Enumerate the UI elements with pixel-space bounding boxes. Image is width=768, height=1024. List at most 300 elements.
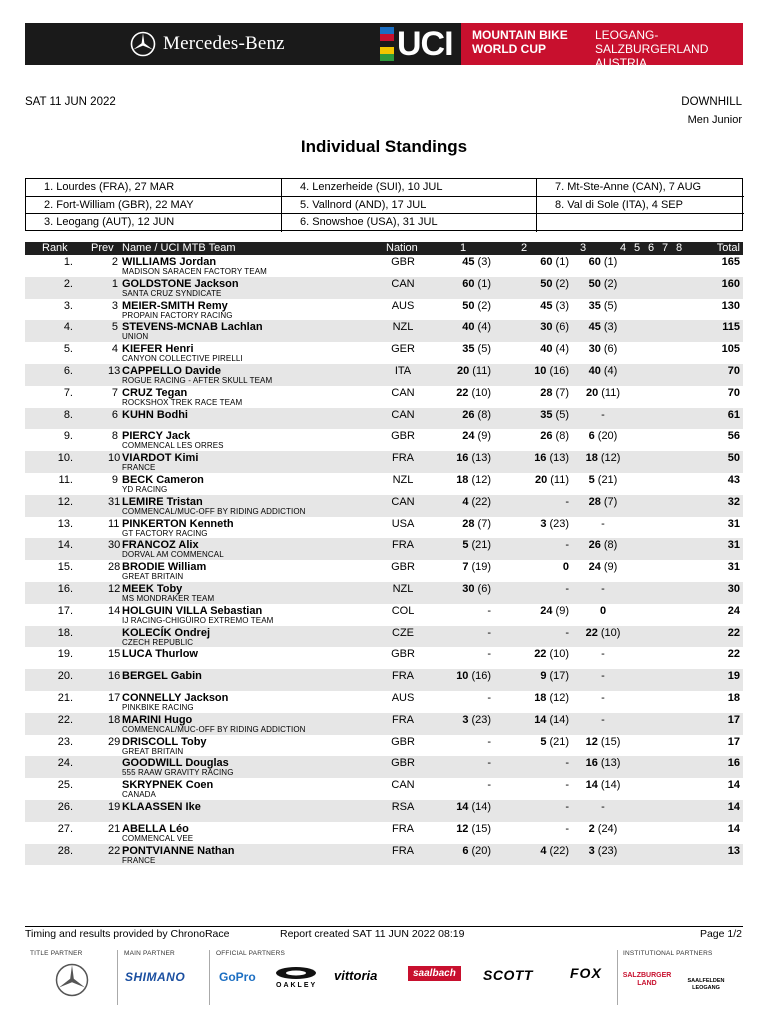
round-1-cell — [431, 387, 491, 399]
round-points: 20 — [535, 474, 548, 486]
round-points: 10 — [534, 365, 547, 377]
rank-cell: 1. — [63, 256, 73, 268]
round-position: (15) — [471, 822, 491, 835]
round-points: 16 — [585, 757, 598, 770]
venue-title — [595, 28, 743, 70]
prev-rank-cell: 10 — [108, 452, 121, 465]
round-position: (11) — [550, 474, 569, 486]
round-3-cell — [573, 801, 633, 813]
round-3-cell — [573, 300, 633, 312]
round-cell: 8. Val di Sole (ITA), 4 SEP — [537, 197, 744, 215]
round-position: (16) — [549, 365, 569, 377]
nation-cell: USA — [391, 517, 415, 530]
team-name: ROGUE RACING - AFTER SKULL TEAM — [122, 376, 273, 385]
partner-divider — [117, 950, 118, 1005]
round-2-cell — [509, 823, 569, 835]
round-points: 3 — [462, 713, 469, 726]
round-position: (22) — [471, 495, 491, 508]
round-points: 20 — [457, 365, 470, 377]
uci-rainbow-stripe — [380, 27, 394, 61]
total-points: 130 — [721, 299, 740, 312]
round-1-cell — [431, 518, 491, 530]
team-name: FRANCE — [122, 855, 156, 865]
table-row — [25, 778, 743, 800]
table-row — [25, 626, 743, 648]
total-points: 24 — [727, 604, 740, 617]
round-3-cell — [573, 605, 633, 617]
round-position: (5) — [555, 408, 569, 421]
round-points: 24 — [588, 561, 601, 574]
round-points: 14 — [534, 713, 547, 726]
round-2-cell — [509, 256, 569, 268]
prev-rank-cell: 9 — [111, 474, 118, 486]
rider-name: KUHN Bodhi — [122, 408, 188, 421]
round-points: 35 — [588, 299, 601, 312]
rank-cell: 18. — [57, 626, 73, 639]
nation-cell: AUS — [391, 299, 415, 312]
series-line2: WORLD CUP — [472, 42, 546, 56]
round-3-cell — [573, 496, 633, 508]
round-3-cell — [573, 670, 633, 682]
round-position: (6) — [477, 583, 491, 595]
round-3-cell — [573, 518, 633, 530]
nation-cell: CZE — [392, 626, 414, 639]
round-3-cell — [573, 430, 633, 442]
rider-name: BRODIE William — [122, 561, 207, 574]
nation-cell: NZL — [392, 583, 414, 595]
round-2-cell — [509, 365, 569, 377]
round-position: (20) — [471, 844, 491, 857]
round-points: - — [487, 757, 491, 770]
total-points: 30 — [727, 583, 740, 595]
total-points: 56 — [727, 430, 740, 443]
round-points: 5 — [540, 735, 547, 748]
prev-rank-cell: 30 — [108, 539, 121, 552]
round-points: - — [601, 713, 605, 726]
round-position: (15) — [600, 735, 621, 748]
round-2-cell — [509, 714, 569, 726]
total-points: 70 — [727, 365, 740, 377]
round-position: (2) — [555, 277, 569, 290]
round-points: 3 — [588, 844, 595, 857]
header-round-8: 8 — [676, 242, 683, 254]
round-position: (12) — [471, 474, 491, 486]
round-3-cell — [573, 474, 633, 486]
round-position: (7) — [477, 517, 491, 530]
round-3-cell — [573, 387, 633, 399]
round-1-cell — [431, 801, 491, 813]
header-round-5: 5 — [634, 242, 641, 254]
round-position: (4) — [603, 365, 618, 377]
round-points: 10 — [456, 670, 469, 683]
round-points: 60 — [462, 277, 475, 290]
round-points: - — [565, 779, 569, 792]
rank-cell: 16. — [57, 583, 73, 595]
round-1-cell — [431, 736, 491, 748]
round-points: 0 — [599, 604, 607, 617]
round-3-cell — [573, 278, 633, 290]
round-position: (20) — [597, 430, 618, 443]
uci-logo: UCI — [397, 25, 453, 63]
round-position: (9) — [555, 604, 569, 617]
nation-cell: ITA — [394, 365, 412, 377]
rider-name: SKRYPNEK Coen — [122, 779, 214, 792]
round-cell: 6. Snowshoe (USA), 31 JUL — [282, 214, 537, 232]
round-position: (13) — [549, 452, 569, 465]
round-position: (10) — [549, 648, 569, 661]
round-position: (14) — [471, 801, 491, 813]
rider-name: KIEFER Henri — [122, 343, 194, 356]
saalfelden-leogang-logo: SAALFELDEN LEOGANG — [687, 978, 725, 991]
round-2-cell — [509, 845, 569, 857]
team-name: UNION — [122, 332, 149, 342]
round-points: 50 — [588, 277, 601, 290]
round-cell: 7. Mt-Ste-Anne (CAN), 7 AUG — [537, 179, 744, 197]
round-points: 22 — [534, 648, 547, 661]
rider-name: KOLECÍK Ondrej — [122, 626, 211, 639]
round-points: 0 — [562, 561, 569, 574]
nation-cell: FRA — [392, 539, 414, 552]
total-points: 105 — [721, 343, 740, 356]
prev-rank-cell: 17 — [108, 692, 121, 704]
round-1-cell — [431, 256, 491, 268]
nation-cell: NZL — [392, 321, 414, 334]
round-2-cell — [509, 605, 569, 617]
prev-rank-cell: 15 — [108, 648, 121, 661]
team-name: COMMENCAL/MUC-OFF BY RIDING ADDICTION — [122, 506, 306, 516]
round-cell: 2. Fort-William (GBR), 22 MAY — [26, 197, 282, 215]
round-position: (17) — [549, 670, 569, 683]
round-3-cell — [573, 823, 633, 835]
total-points: 31 — [727, 539, 740, 552]
saalbach-logo: saalbach — [408, 966, 461, 981]
nation-cell: GBR — [391, 561, 415, 574]
table-row — [25, 342, 743, 364]
table-row — [25, 756, 743, 778]
round-2-cell — [509, 343, 569, 355]
team-name: CANADA — [122, 790, 156, 800]
round-position: (7) — [603, 495, 618, 508]
rank-cell: 8. — [63, 408, 73, 421]
prev-rank-cell: 18 — [108, 713, 121, 726]
round-position: (8) — [477, 408, 491, 421]
nation-cell: CAN — [391, 495, 415, 508]
mercedes-star-icon — [55, 963, 89, 997]
total-points: 14 — [727, 801, 740, 813]
prev-rank-cell: 4 — [111, 343, 118, 356]
round-position: (4) — [477, 321, 491, 334]
round-1-cell — [431, 321, 491, 333]
rider-name: GOLDSTONE Jackson — [122, 277, 239, 290]
round-position: (22) — [549, 844, 569, 857]
rank-cell: 15. — [57, 561, 73, 574]
round-2-cell — [509, 583, 569, 595]
round-2-cell — [509, 801, 569, 813]
team-name: PINKBIKE RACING — [122, 703, 194, 712]
prev-rank-cell: 28 — [108, 561, 121, 574]
round-points: - — [601, 648, 605, 661]
round-points: 18 — [585, 452, 598, 465]
title-partner-label: TITLE PARTNER — [30, 950, 83, 957]
salzburgerland-logo: SALZBURGER LAND — [622, 972, 672, 987]
round-points: 18 — [534, 692, 547, 704]
round-1-cell — [431, 627, 491, 639]
round-points: 30 — [462, 583, 475, 595]
round-points: 28 — [588, 495, 601, 508]
round-1-cell — [431, 430, 491, 442]
rank-cell: 23. — [57, 735, 73, 748]
prev-rank-cell: 14 — [108, 604, 121, 617]
oakley-ellipse-icon — [274, 966, 318, 980]
round-position: (3) — [555, 299, 569, 312]
main-partner-label: MAIN PARTNER — [124, 950, 175, 957]
round-3-cell — [573, 845, 633, 857]
round-1-cell — [431, 823, 491, 835]
header-round-7: 7 — [662, 242, 669, 254]
nation-cell: GER — [391, 343, 415, 356]
round-1-cell — [431, 561, 491, 573]
world-cup-panel — [461, 23, 743, 70]
round-position: (23) — [549, 517, 569, 530]
round-3-cell — [573, 365, 633, 377]
rider-name: CRUZ Tegan — [122, 386, 188, 399]
round-3-cell — [573, 321, 633, 333]
table-row — [25, 386, 743, 408]
round-position: (2) — [603, 277, 618, 290]
prev-rank-cell: 22 — [108, 844, 121, 857]
round-position: (8) — [555, 430, 569, 443]
round-3-cell — [573, 736, 633, 748]
nation-cell: COL — [391, 604, 415, 617]
prev-rank-cell: 13 — [108, 365, 121, 377]
round-position: (12) — [600, 452, 621, 465]
round-position: (3) — [603, 321, 618, 334]
total-points: 32 — [727, 495, 740, 508]
prev-rank-cell: 1 — [111, 277, 118, 290]
round-points: 45 — [462, 256, 475, 268]
total-points: 160 — [721, 277, 740, 290]
official-partners-label: OFFICIAL PARTNERS — [216, 950, 286, 957]
round-points: - — [601, 670, 605, 683]
team-name: CZECH REPUBLIC — [122, 637, 194, 647]
rider-name: STEVENS-MCNAB Lachlan — [122, 321, 263, 334]
nation-cell: FRA — [392, 822, 414, 835]
round-1-cell — [431, 496, 491, 508]
round-cell: 1. Lourdes (FRA), 27 MAR — [26, 179, 282, 197]
team-name: IJ RACING-CHIGÜIRO EXTREMO TEAM — [122, 615, 274, 625]
round-2-cell — [509, 409, 569, 421]
round-position: (21) — [597, 474, 618, 486]
venue-line2: AUSTRIA — [595, 56, 648, 70]
round-position: (8) — [603, 539, 618, 552]
total-points: 115 — [722, 321, 740, 334]
header-round-2: 2 — [521, 242, 528, 254]
rider-name: LEMIRE Tristan — [122, 495, 203, 508]
table-row — [25, 844, 743, 866]
round-3-cell — [573, 692, 633, 704]
round-points: - — [487, 648, 491, 661]
round-position: (6) — [555, 321, 569, 334]
table-row — [25, 408, 743, 430]
round-points: - — [601, 408, 605, 421]
round-position: (10) — [471, 386, 491, 399]
team-name: GT FACTORY RACING — [122, 528, 208, 538]
oakley-logo: OAKLEY — [276, 982, 318, 989]
round-points: 45 — [540, 299, 553, 312]
round-position: (11) — [601, 386, 620, 399]
nation-cell: CAN — [391, 779, 415, 792]
prev-rank-cell: 3 — [111, 299, 118, 312]
nation-cell: GBR — [391, 648, 415, 661]
round-points: 60 — [540, 256, 553, 268]
discipline: DOWNHILL — [681, 96, 742, 108]
nation-cell: FRA — [392, 670, 414, 683]
team-name: PROPAIN FACTORY RACING — [122, 310, 233, 320]
rider-name: ABELLA Léo — [122, 822, 189, 835]
nation-cell: AUS — [391, 692, 415, 704]
table-row — [25, 560, 743, 582]
round-1-cell — [431, 605, 491, 617]
team-name: ROCKSHOX TREK RACE TEAM — [122, 397, 243, 407]
prev-rank-cell: 2 — [111, 256, 118, 268]
event-date: SAT 11 JUN 2022 — [25, 96, 116, 108]
round-points: 22 — [456, 386, 469, 399]
round-position: (23) — [471, 713, 491, 726]
round-position: (16) — [471, 670, 491, 683]
round-1-cell — [431, 670, 491, 682]
round-1-cell — [431, 409, 491, 421]
round-2-cell — [509, 518, 569, 530]
page-title: Individual Standings — [300, 137, 468, 156]
total-points: 17 — [727, 713, 740, 726]
round-position: (21) — [549, 735, 569, 748]
category: Men Junior — [687, 114, 742, 126]
round-2-cell — [509, 452, 569, 464]
team-name: SANTA CRUZ SYNDICATE — [122, 288, 222, 298]
table-row — [25, 517, 743, 539]
nation-cell: CAN — [391, 408, 415, 421]
table-row — [25, 800, 743, 822]
table-row — [25, 495, 743, 517]
nation-cell: NZL — [392, 474, 414, 486]
round-points: - — [601, 583, 605, 595]
round-3-cell — [573, 452, 633, 464]
round-position: (24) — [597, 822, 618, 835]
round-position: (21) — [471, 539, 491, 552]
nation-cell: FRA — [392, 844, 414, 857]
round-1-cell — [431, 583, 491, 595]
round-points: - — [565, 626, 569, 639]
rider-name: DRISCOLL Toby — [122, 735, 207, 748]
round-position: (12) — [549, 692, 569, 704]
header-round-4: 4 — [620, 242, 627, 254]
round-points: 5 — [462, 539, 469, 552]
header-total: Total — [716, 242, 740, 254]
team-name: GREAT BRITAIN — [122, 746, 184, 756]
round-points: - — [565, 822, 569, 835]
round-2-cell — [509, 300, 569, 312]
round-position: (3) — [477, 256, 491, 268]
round-position: (7) — [555, 386, 569, 399]
series-title — [472, 28, 568, 56]
round-position: (1) — [603, 256, 618, 268]
round-points: 6 — [462, 844, 469, 857]
nation-cell: FRA — [392, 452, 414, 465]
round-points: 7 — [462, 561, 469, 574]
round-points: - — [487, 604, 491, 617]
round-1-cell — [431, 343, 491, 355]
total-points: 14 — [727, 822, 740, 835]
rank-cell: 26. — [57, 801, 73, 813]
table-row — [25, 320, 743, 342]
header-nation: Nation — [386, 242, 418, 254]
round-points: 14 — [456, 801, 469, 813]
round-points: 12 — [585, 735, 598, 748]
round-points: - — [565, 757, 569, 770]
prev-rank-cell: 8 — [111, 430, 118, 443]
round-3-cell — [573, 539, 633, 551]
total-points: 13 — [727, 844, 740, 857]
rider-name: PONTVIANNE Nathan — [122, 844, 235, 857]
header-name: Name / UCI MTB Team — [122, 242, 236, 254]
prev-rank-cell: 21 — [108, 822, 121, 835]
total-points: 70 — [727, 386, 740, 399]
nation-cell: FRA — [392, 713, 414, 726]
table-row — [25, 299, 743, 321]
round-1-cell — [431, 365, 491, 377]
round-2-cell — [509, 496, 569, 508]
header-round-6: 6 — [648, 242, 655, 254]
round-points: 35 — [462, 343, 475, 356]
round-points: - — [565, 539, 569, 552]
table-row — [25, 735, 743, 757]
team-name: MS MONDRAKER TEAM — [122, 594, 215, 603]
total-points: 18 — [727, 692, 740, 704]
round-2-cell — [509, 474, 569, 486]
rider-name: GOODWILL Douglas — [122, 757, 229, 770]
round-points: 50 — [462, 299, 475, 312]
rank-cell: 7. — [63, 386, 73, 399]
prev-rank-cell: 5 — [111, 321, 118, 334]
rider-name: PINKERTON Kenneth — [122, 517, 234, 530]
round-points: - — [565, 801, 569, 813]
round-2-cell — [509, 387, 569, 399]
team-name: MADISON SARACEN FACTORY TEAM — [122, 267, 267, 276]
header-prev: Prev — [91, 242, 114, 254]
rank-cell: 9. — [63, 430, 73, 443]
round-3-cell — [573, 409, 633, 421]
round-1-cell — [431, 300, 491, 312]
header-rank: Rank — [42, 242, 68, 254]
rank-cell: 21. — [57, 692, 73, 704]
rider-name: MEIER-SMITH Remy — [122, 299, 228, 312]
round-1-cell — [431, 692, 491, 704]
table-header — [25, 242, 743, 255]
round-1-cell — [431, 539, 491, 551]
rank-cell: 12. — [57, 495, 73, 508]
page-number: Page 1/2 — [699, 928, 742, 940]
rank-cell: 5. — [63, 343, 73, 356]
round-3-cell — [573, 343, 633, 355]
round-points: 28 — [540, 386, 553, 399]
total-points: 14 — [727, 779, 740, 792]
nation-cell: GBR — [391, 430, 415, 443]
round-1-cell — [431, 278, 491, 290]
round-points: 26 — [462, 408, 475, 421]
round-points: - — [487, 626, 491, 639]
team-name: 555 RAAW GRAVITY RACING — [122, 768, 234, 778]
footer-divider — [25, 926, 743, 927]
